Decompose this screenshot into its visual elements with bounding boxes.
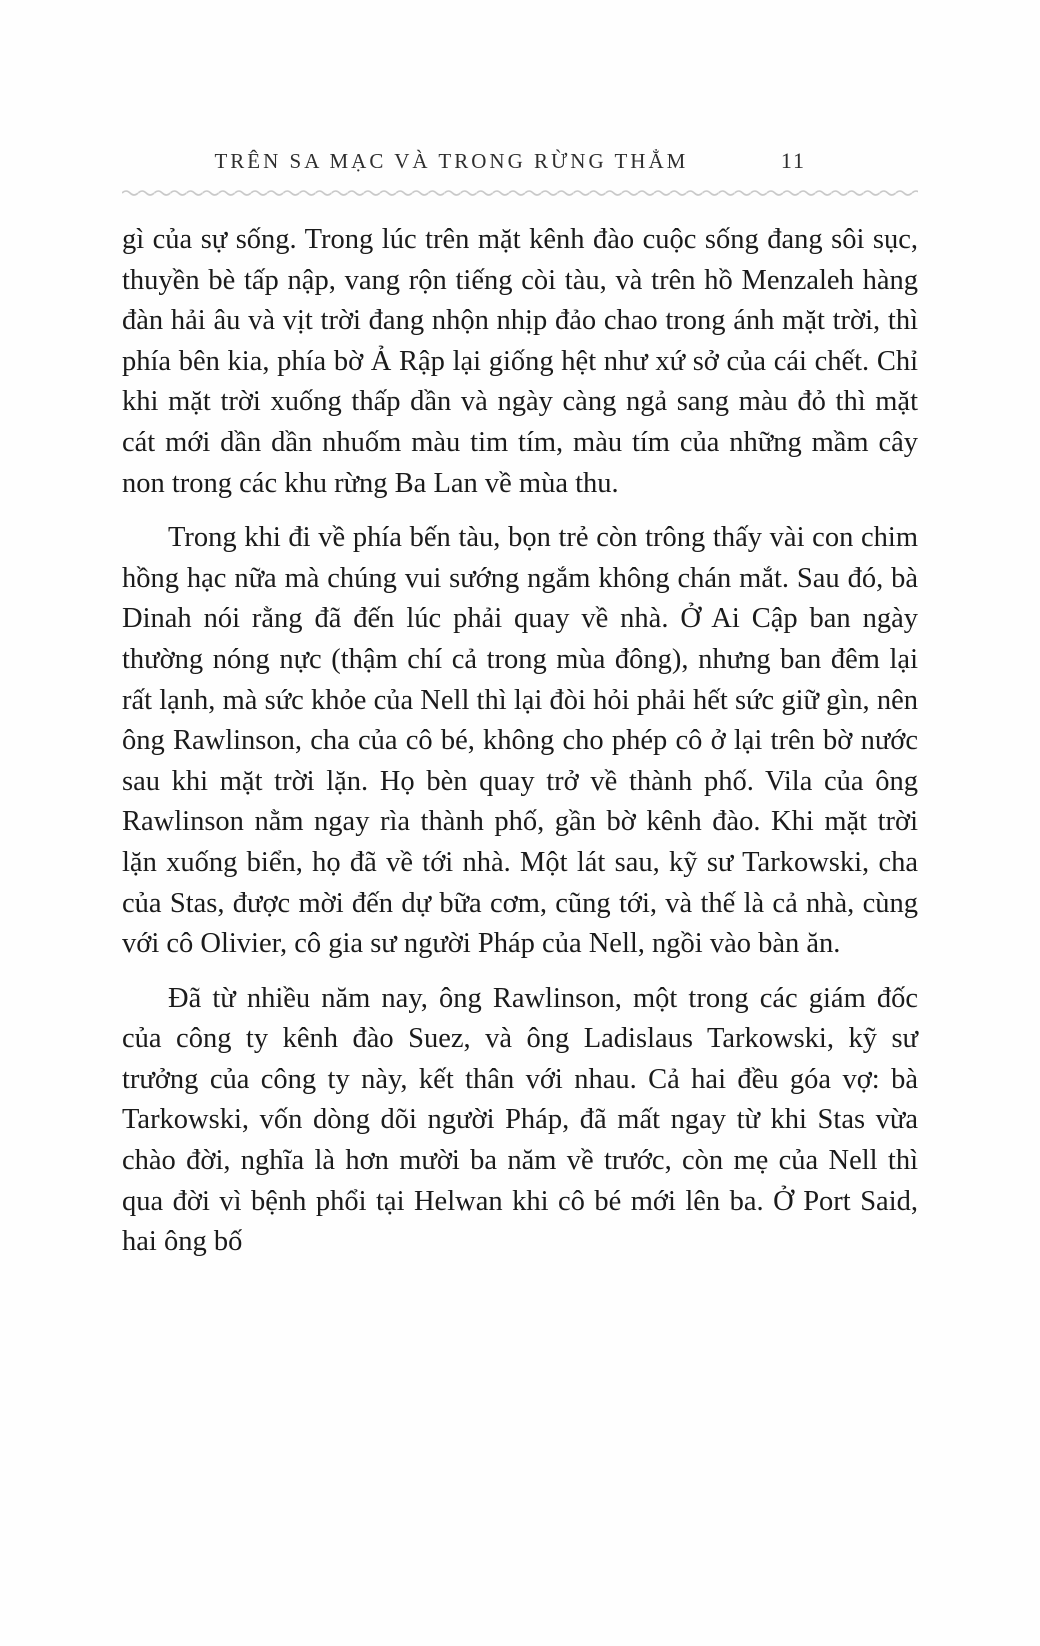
- page-header: [122, 148, 918, 174]
- page-number: 11: [780, 148, 806, 173]
- running-head-title: TRÊN SA MẠC VÀ TRONG RỪNG THẲM: [214, 149, 689, 173]
- wavy-divider-ornament: [122, 188, 918, 198]
- paragraph: Trong khi đi về phía bến tàu, bọn trẻ còn trông thấy vài con chim hồng hạc nữa mà chúng vui sướng ngắm không chán mắt. Sau đó, bà Dinah nói rằng đã đến lúc phải quay về nhà. Ở Ai Cập ban ngày thường nóng nực (thậm chí cả trong mùa đông), nhưng ban đêm lại rất lạnh, mà sức khỏe của Nell thì lại đòi hỏi phải hết sức giữ gìn, nên ông Rawlinson, cha của cô bé, không cho phép cô ở lại trên bờ nước sau khi mặt trời lặn. Họ bèn quay trở về thành phố. Vila của ông Rawlinson nằm ngay rìa thành phố, gần bờ kênh đào. Khi mặt trời lặn xuống biển, họ đã về tới nhà. Một lát sau, kỹ sư Tarkowski, cha của Stas, được mời đến dự bữa cơm, cũng tới, và thế là cả nhà, cùng với cô Olivier, cô gia sư người Pháp của Nell, ngồi vào bàn ăn.: [122, 522, 918, 960]
- paragraph: Đã từ nhiều năm nay, ông Rawlinson, một trong các giám đốc của công ty kênh đào Suez, và ông Ladislaus Tarkowski, kỹ sư trưởng của công ty này, kết thân với nhau. Cả hai đều góa vợ: bà Tarkowski, vốn dòng dõi người Pháp, đã mất ngay từ khi Stas vừa chào đời, nghĩa là hơn mười ba năm về trước, còn mẹ của Nell thì qua đời vì bệnh phổi tại Helwan khi cô bé mới lên ba. Ở Port Said, hai ông bố: [122, 982, 918, 1258]
- paragraph: gì của sự sống. Trong lúc trên mặt kênh đào cuộc sống đang sôi sục, thuyền bè tấp nập, vang rộn tiếng còi tàu, và trên hồ Menzaleh hàng đàn hải âu và vịt trời đang nhộn nhịp đảo chao trong ánh mặt trời, thì phía bên kia, phía bờ Ả Rập lại giống hệt như xứ sở của cái chết. Chỉ khi mặt trời xuống thấp dần và ngày càng ngả sang màu đỏ thì mặt cát mới dần dần nhuốm màu tim tím, màu tím của những mầm cây non trong các khu rừng Ba Lan về mùa thu.: [122, 224, 918, 499]
- body-text-block: [122, 220, 918, 1263]
